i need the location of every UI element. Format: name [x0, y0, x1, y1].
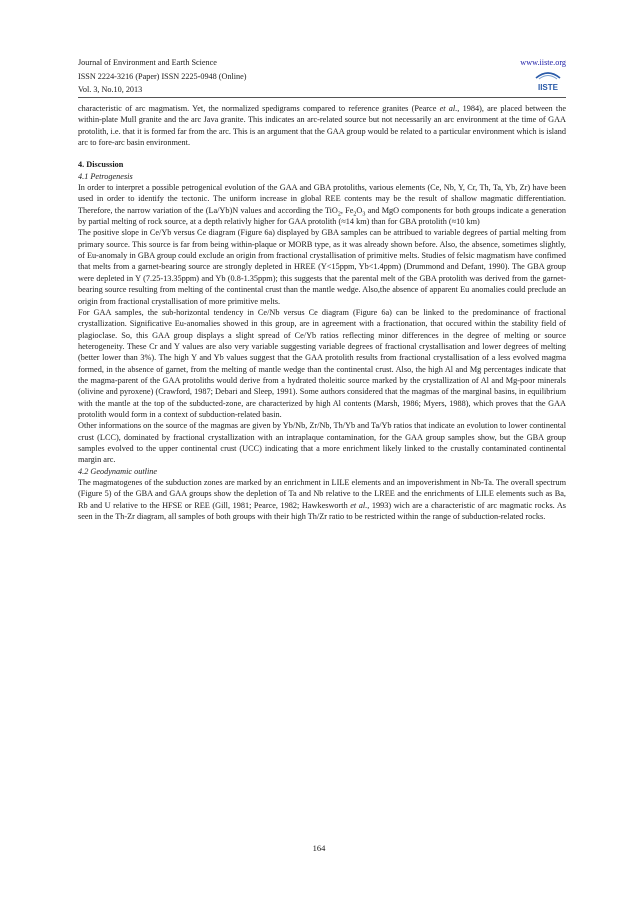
paragraph-4: Other informations on the source of the magmas are given by Yb/Nb, Zr/Nb, Th/Yb and Ta/Yb ratios that indicate an evolution to lower continental crust (LCC), dominated by fractional crystallization with an intraplaque contamination, for the GAA group samples show, but the GBA group samples evolved to the upper continental crust (UCC) indicating that a more enrichment likely linked to the crustally contaminated continental margin arc. [78, 421, 566, 465]
paragraph-3: For GAA samples, the sub-horizontal tendency in Ce/Nb versus Ce diagram (Figure 6a) can be linked to the predominance of fractional crystallization. Significative Eu-anomalies showed in this group, are in agreement with a fractionation, that occured within the stability field of plagioclase. So, this GAA group displays a slight spread of Ce/Yb ratios reflecting minor differences in the degree of melting or source heterogeneity. These Cr and Y values are also very variable suggesting variable degrees of fractional crystallisation and lower degrees of melting (better lower than 3%). The high Y and Yb values suggest that the GAA protolith results from fractional crystallisation of a less evolved magma formed, in the absence of garnet, from the melting of mantle wedge than the continental crust. Also, the high Al and Mg percentages indicate that the magma-parent of the GAA protoliths would derive from a hydrated tholeitic source marked by the crystallization of Al and Mg-poor minerals (olivine and pyroxene) (Crawford, 1987; Debari and Sleep, 1991). Some authors considered that the magmas of the marginal basins, in equilibrium with the mantle at the top of the subducted-zone, are characterized by high Al contents (Marsh, 1986; Myers, 1988), which proves that the GAA protolith would form in a context of subduction-related basin. [78, 307, 566, 419]
header-divider [78, 97, 566, 98]
intro-paragraph: characteristic of arc magmatism. Yet, the normalized spedigrams compared to reference granites (Pearce et al., 1984), are placed between the within-plate Mull granite and the arc Java granite. This indicates an arc-related source but not necessarily an arc environment at the time of GAA protolith, i.e. that it is formed far from the arc. This is an argument that the GAA group would be related to a particular environment which is island arc to fore-arc basin environment. [78, 104, 566, 148]
issn-line: ISSN 2224-3216 (Paper) ISSN 2225-0948 (Online) [78, 71, 247, 81]
journal-url-link[interactable]: www.iiste.org [520, 58, 566, 67]
subsection-geodynamic: 4.2 Geodynamic outline [78, 466, 158, 476]
running-header [78, 56, 566, 97]
subsection-petrogenesis: 4.1 Petrogenesis [78, 171, 133, 181]
journal-title: Journal of Environment and Earth Science [78, 58, 217, 67]
iiste-logo [530, 70, 566, 92]
paragraph-2: The positive slope in Ce/Yb versus Ce diagram (Figure 6a) displayed by GBA samples can be attribued to variable degrees of partial melting from primary source. This source is far from being within-plaque or MORB type, as it was already shown before. Also, the absence, sometimes slightly, of Eu-anomaly in GBA group could exclude an origin from fractional crystallisation of primitive melts. Studies of felsic magmatism have confimed that melts from a garnet-bearing source are strongly depleted in HREE (Y<15ppm, Yb<1.4ppm) (Drummond and Defant, 1990). The GBA group were depleted in Y (7.25-13.35ppm) and Yb (0.8-1.35ppm); this suggests that the parental melt of the GBA protolith was derived from the garnet-bearing source resulting from melting of the continental crust than the mantle wedge. Also,the absence of apparent Eu anomalies could preclude an origin from fractional crystallisation of more primitive melts. [78, 228, 566, 306]
logo-text: IISTE [537, 83, 559, 92]
paragraph-1: In order to interpret a possible petrogenical evolution of the GAA and GBA protoliths, various elements (Ce, Nb, Y, Cr, Th, Ta, Yb, Zr) have been used in order to identify the tectonic. The uniform increase in global REE contents may be the result of shallow magmatic differentiation. Therefore, the narrow variation of the (La/Yb)N values and according the TiO$_2$, $Fe_2O_3$ and MgO components for both groups indicate a generation by partial melting of rock source, at a depth relativly higher for GAA protolith (≈14 km) than for GBA protolith (≈10 km) [78, 183, 566, 227]
article-body [78, 103, 566, 522]
section-heading: 4. Discussion [78, 160, 124, 170]
volume-line: Vol. 3, No.10, 2013 [78, 85, 143, 94]
paragraph-5: The magmatogenes of the subduction zones are marked by an enrichment in LILE elements and an impoverishment in Nb-Ta. The overall spectrum (Figure 5) of the GBA and GAA groups show the depletion of Ta and Nb relative to the LREE and the enrichments of LILE elements such as Ba, Rb and U relative to the HFSE or REE (Gill, 1981; Pearce, 1982; Hawkesworth et al., 1993) wich are a characteristic of arc magmatic rocks. As seen in the Th-Zr diagram, all samples of both groups with their high Th/Zr ratio to be restricted within the range of subduction-related rocks. [78, 478, 567, 522]
page-number: 164 [312, 843, 326, 853]
